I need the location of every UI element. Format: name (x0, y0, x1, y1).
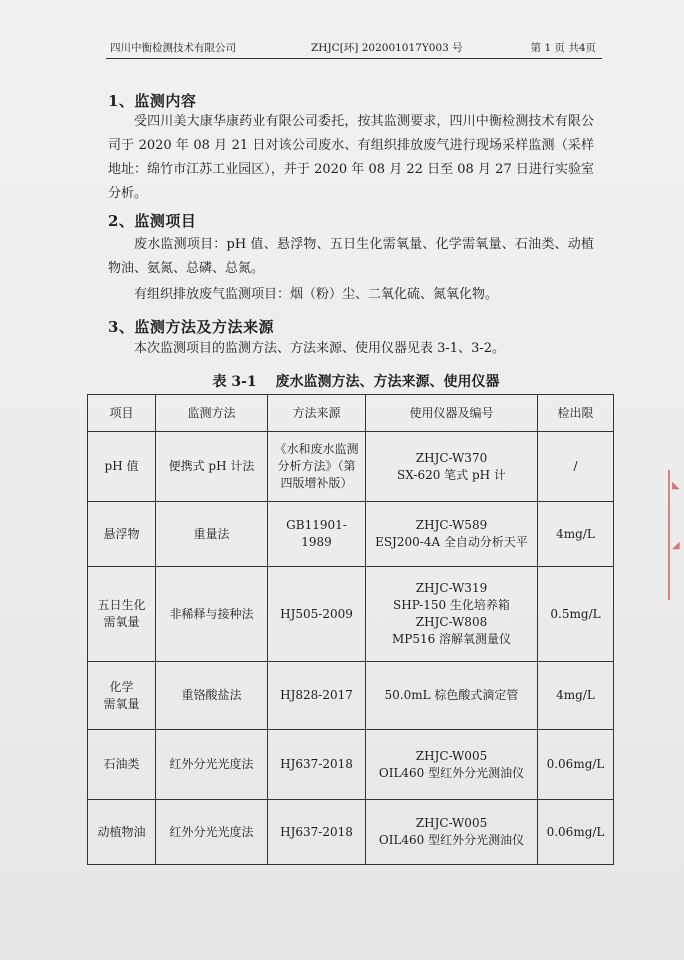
cell-item: 动植物油 (88, 800, 156, 865)
header-source: 方法来源 (268, 395, 366, 432)
cell-item: 悬浮物 (88, 502, 156, 567)
red-seal-edge (668, 470, 684, 600)
table-header-row (88, 395, 614, 432)
seal-mark-icon: ◢ (672, 540, 680, 551)
cell-method: 便携式 pH 计法 (156, 432, 268, 502)
cell-detection-limit: 0.06mg/L (538, 800, 614, 865)
cell-source: HJ637-2018 (268, 730, 366, 800)
header-detection-limit: 检出限 (538, 395, 614, 432)
seal-mark-icon: ◣ (672, 480, 680, 491)
cell-instrument: ZHJC-W370 SX-620 笔式 pH 计 (366, 432, 538, 502)
header-instrument: 使用仪器及编号 (366, 395, 538, 432)
page-header (106, 36, 602, 59)
table-row (88, 432, 614, 502)
paragraph-wastewater-items: 废水监测项目：pH 值、悬浮物、五日生化需氧量、化学需氧量、石油类、动植物油、氨氮、总磷、总氮。 (108, 237, 594, 276)
cell-method: 红外分光光度法 (156, 800, 268, 865)
table-title: 表 3-1 废水监测方法、方法来源、使用仪器 (212, 374, 500, 390)
table-row (88, 730, 614, 800)
cell-item: 五日生化 需氧量 (88, 567, 156, 662)
cell-detection-limit: 4mg/L (538, 662, 614, 730)
paragraph-exhaust-items: 有组织排放废气监测项目：烟（粉）尘、二氧化硫、氮氧化物。 (134, 287, 499, 302)
cell-source: HJ637-2018 (268, 800, 366, 865)
cell-source: HJ828-2017 (268, 662, 366, 730)
cell-method: 红外分光光度法 (156, 730, 268, 800)
cell-instrument: ZHJC-W005 OIL460 型红外分光测油仪 (366, 730, 538, 800)
cell-detection-limit: 0.06mg/L (538, 730, 614, 800)
table-row (88, 662, 614, 730)
header-page-number: 第 1 页 共4页 (530, 42, 596, 54)
cell-method: 重量法 (156, 502, 268, 567)
table-row (88, 567, 614, 662)
cell-instrument: 50.0mL 棕色酸式滴定管 (366, 662, 538, 730)
header-item: 项目 (88, 395, 156, 432)
cell-instrument: ZHJC-W589 ESJ200-4A 全自动分析天平 (366, 502, 538, 567)
paragraph-methods: 本次监测项目的监测方法、方法来源、使用仪器见表 3-1、3-2。 (134, 341, 506, 356)
cell-detection-limit: 0.5mg/L (538, 567, 614, 662)
cell-item: pH 值 (88, 432, 156, 502)
section-title-methods: 3、监测方法及方法来源 (108, 318, 274, 336)
header-report-code: ZHJC[环] 202001017Y003 号 (311, 42, 463, 54)
cell-method: 非稀释与接种法 (156, 567, 268, 662)
table-row (88, 502, 614, 567)
cell-detection-limit: 4mg/L (538, 502, 614, 567)
section-title-monitoring-items: 2、监测项目 (108, 212, 197, 230)
cell-instrument: ZHJC-W319 SHP-150 生化培养箱 ZHJC-W808 MP516 溶解氧测量仪 (366, 567, 538, 662)
section-title-monitoring-content: 1、监测内容 (108, 92, 197, 110)
cell-source: HJ505-2009 (268, 567, 366, 662)
cell-source: 《水和废水监测 分析方法》（第 四版增补版） (268, 432, 366, 502)
paragraph-monitoring-content: 受四川美大康华康药业有限公司委托，按其监测要求，四川中衡检测技术有限公司于 2020 年 08 月 21 日对该公司废水、有组织排放废气进行现场采样监测（采样地址：绵竹市江苏工业园区），并于 2020 年 08 月 22 日至 08 月 27 日进行实验室分析。 (108, 114, 594, 201)
table-row (88, 800, 614, 865)
cell-instrument: ZHJC-W005 OIL460 型红外分光测油仪 (366, 800, 538, 865)
methods-table (87, 394, 614, 865)
cell-item: 化学 需氧量 (88, 662, 156, 730)
cell-item: 石油类 (88, 730, 156, 800)
cell-detection-limit: / (538, 432, 614, 502)
cell-method: 重铬酸盐法 (156, 662, 268, 730)
cell-source: GB11901-1989 (268, 502, 366, 567)
header-company: 四川中衡检测技术有限公司 (110, 42, 236, 54)
header-method: 监测方法 (156, 395, 268, 432)
